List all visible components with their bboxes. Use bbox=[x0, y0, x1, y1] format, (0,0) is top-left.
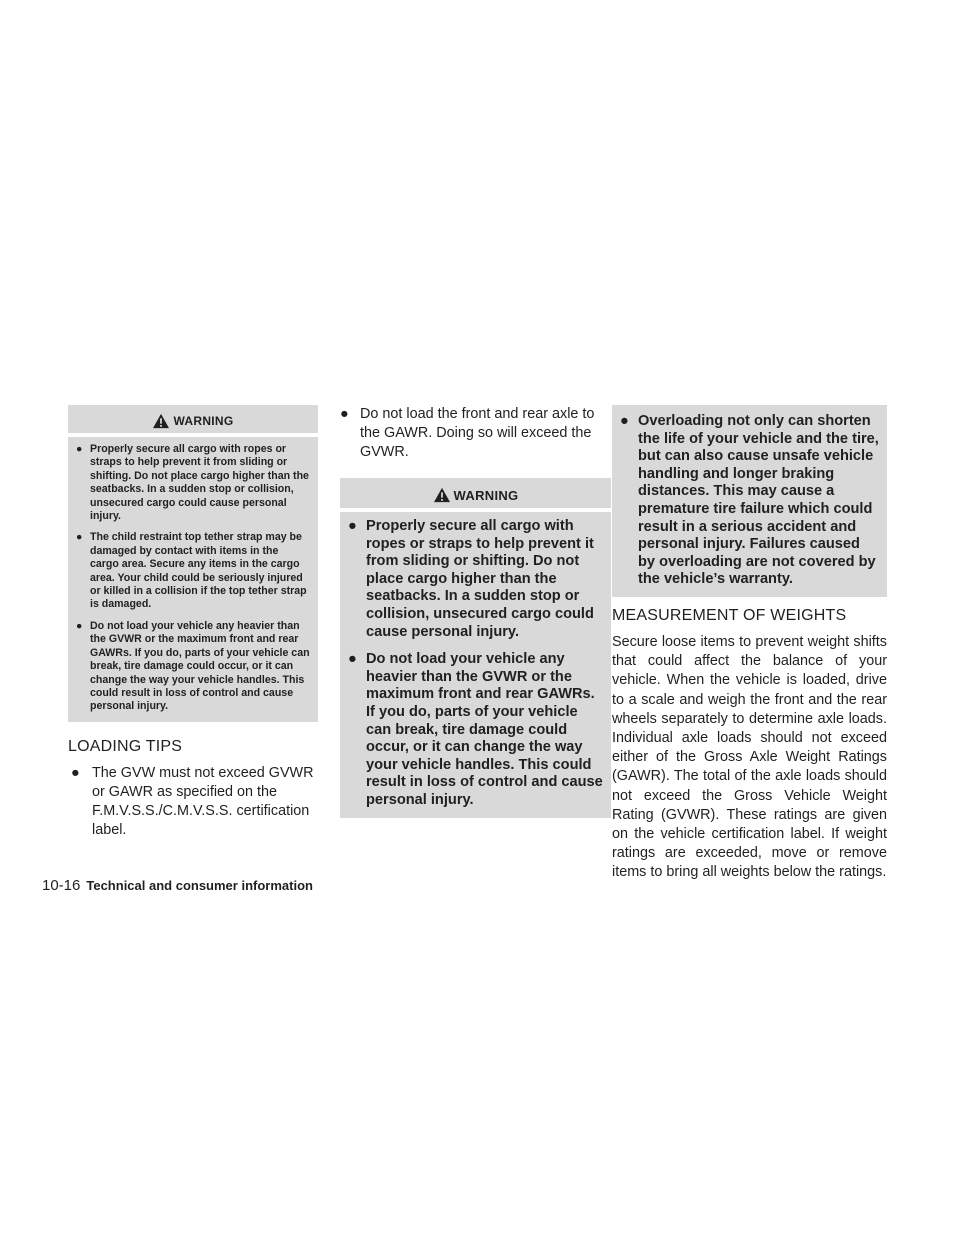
warning-item bbox=[76, 531, 310, 611]
tip-text: The GVW must not exceed GVWR or GAWR as specified on the F.M.V.S.S./C.M.V.S.S. certification label. bbox=[92, 764, 314, 838]
tips-list bbox=[340, 405, 611, 462]
warning-text: Do not load your vehicle any heavier than the GVWR or the maximum front and rear GAWRs. If you do, parts of your vehicle can break, tire damage could occur, or it can change the way your vehicle handles. This could result in loss of control and cause personal injury. bbox=[90, 619, 310, 713]
bullet: ● bbox=[76, 443, 83, 455]
warning-divider bbox=[68, 433, 318, 437]
warning-text: Do not load your vehicle any heavier than the GVWR or the maximum front and rear GAWRs. If you do, parts of your vehicle can break, tire damage could occur, or it can change the way your vehicle handles. This could result in loss of control and cause personal injury. bbox=[366, 651, 603, 808]
warning-item bbox=[620, 413, 879, 589]
tip-item bbox=[68, 764, 318, 840]
warning-header bbox=[348, 482, 603, 508]
tips-list bbox=[68, 764, 318, 840]
warning-triangle-icon bbox=[152, 413, 170, 429]
bullet: ● bbox=[620, 413, 629, 429]
bullet: ● bbox=[76, 531, 83, 544]
bullet: ● bbox=[340, 406, 349, 422]
warning-box bbox=[68, 405, 318, 722]
warning-item bbox=[348, 651, 603, 809]
warning-divider bbox=[340, 508, 611, 512]
warning-triangle-icon bbox=[433, 487, 451, 503]
warning-text: Overloading not only can shorten the life of your vehicle and the tire, but can also cause unsafe vehicle handling and longer braking distances. This may cause a premature tire failure which could result in a serious accident and personal injury. Failures caused by overloading are not covered by the vehicle’s warranty. bbox=[638, 413, 879, 588]
warning-text: Properly secure all cargo with ropes or straps to help prevent it from sliding or shifting. Do not place cargo higher than the seatbacks. In a sudden stop or collision, unsecured cargo could cause personal injury. bbox=[90, 443, 309, 523]
warning-box-continued bbox=[612, 405, 887, 597]
warning-label: WARNING bbox=[453, 487, 519, 503]
bullet: ● bbox=[71, 764, 80, 781]
section-title-loading-tips: LOADING TIPS bbox=[68, 737, 183, 755]
page-footer bbox=[42, 877, 313, 894]
bullet: ● bbox=[348, 651, 357, 668]
section-title-measurement: MEASUREMENT OF WEIGHTS bbox=[612, 606, 847, 624]
warning-label: WARNING bbox=[173, 414, 234, 428]
body-paragraph: Secure loose items to prevent weight shifts that could affect the balance of your vehicle. When the vehicle is loaded, drive to a scale and weigh the front and the rear wheels separately to determine axle loads. Individual axle loads should not exceed either of the Gross Axle Weight Ratings (GAWR). The total of the axle loads should not exceed the Gross Vehicle Weight Rating (GVWR). These ratings are given on the vehicle certification label. If weight ratings are exceeded, move or remove items to bring all weights below the ratings. bbox=[612, 633, 887, 881]
warning-item bbox=[76, 620, 310, 714]
warning-list bbox=[620, 413, 879, 589]
warning-list bbox=[348, 518, 603, 810]
warning-header bbox=[76, 409, 310, 433]
column-1 bbox=[68, 405, 318, 840]
warning-item bbox=[76, 443, 310, 523]
warning-text: The child restraint top tether strap may be damaged by contact with items in the cargo area. Secure any items in the cargo area. Your child could be seriously injured or killed in a collision if the top tether strap is damaged. bbox=[90, 531, 307, 611]
bullet: ● bbox=[76, 619, 83, 632]
warning-box bbox=[340, 478, 611, 818]
tip-text: Do not load the front and rear axle to the GAWR. Doing so will exceed the GVWR. bbox=[360, 406, 595, 460]
warning-item bbox=[348, 518, 603, 641]
warning-list bbox=[76, 443, 310, 714]
page-number: 10-16 bbox=[42, 877, 81, 894]
warning-text: Properly secure all cargo with ropes or straps to help prevent it from sliding or shifting. Do not place cargo higher than the seatbacks. In a sudden stop or collision, unsecured cargo could cause personal injury. bbox=[366, 518, 594, 640]
chapter-title: Technical and consumer information bbox=[86, 878, 313, 893]
column-2 bbox=[340, 405, 611, 818]
column-3 bbox=[612, 405, 887, 883]
bullet: ● bbox=[348, 518, 357, 534]
tip-item bbox=[340, 405, 611, 462]
